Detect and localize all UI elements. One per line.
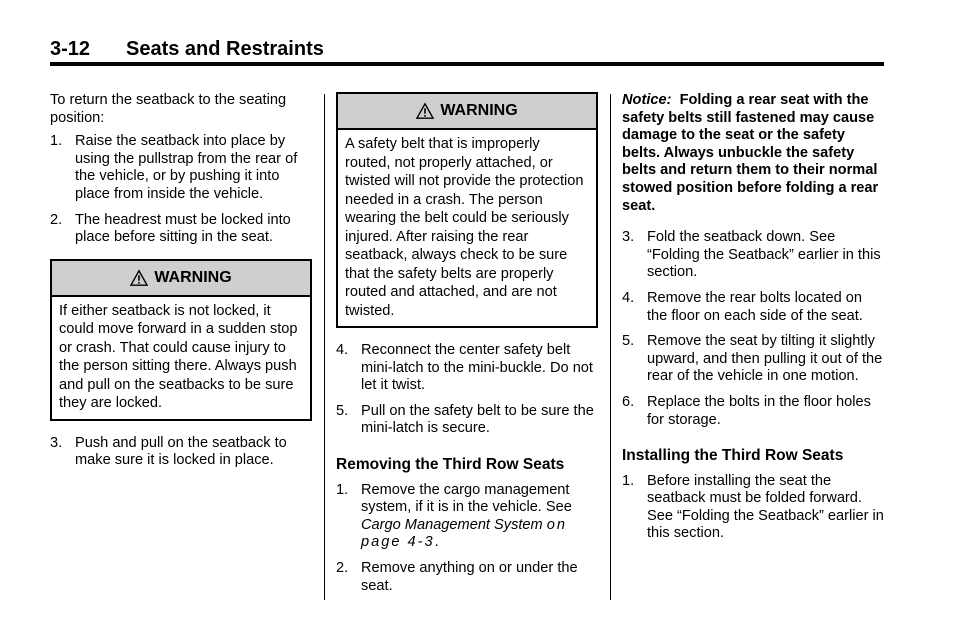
list-item: 2. Remove anything on or under the seat.: [336, 559, 578, 594]
list-item: 1. Remove the cargo management system, if it is in the vehicle. See Cargo Management System on page 4-3.: [336, 481, 572, 551]
warning-box: [50, 259, 312, 421]
warning-title: WARNING: [154, 268, 232, 286]
header-rule: [50, 62, 884, 66]
cross-reference-link[interactable]: Cargo Management System: [361, 516, 543, 533]
cross-reference-page[interactable]: on page 4-3: [361, 516, 567, 551]
list-item: 5. Pull on the safety belt to be sure the mini-latch is secure.: [336, 402, 594, 437]
warning-box: [336, 92, 598, 328]
steps-list: [50, 435, 312, 470]
list-item: 2. The headrest must be locked into place before sitting in the seat.: [50, 211, 291, 246]
section-heading: Removing the Third Row Seats: [336, 455, 565, 473]
warning-header: [338, 94, 596, 130]
list-item: 3. Fold the seatback down. See “Folding the Seatback” earlier in this section.: [622, 229, 881, 281]
list-item: 6. Replace the bolts in the floor holes for storage.: [622, 393, 871, 428]
list-item: 4. Remove the rear bolts located on the floor on each side of the seat.: [622, 289, 863, 324]
steps-list: [336, 482, 598, 596]
list-item: 5. Remove the seat by tilting it slightly upward, and then pulling it out of the rear of the vehicle in one motion.: [622, 333, 883, 385]
warning-triangle-icon: [130, 269, 148, 287]
warning-body: If either seatback is not locked, it could move forward in a sudden stop or crash. That could cause injury to the person sitting there. Always push and pull on the seatbacks to be sure they are locked.: [59, 302, 298, 412]
warning-header: [52, 261, 310, 297]
column-divider: [324, 94, 325, 600]
list-item: 1. Raise the seatback into place by using the pullstrap from the rear of the vehicle, or by pushing it into place from inside the vehicle.: [50, 133, 298, 202]
page-header: [50, 38, 884, 60]
notice-label: Notice:: [622, 92, 672, 108]
notice-text: Notice: Folding a rear seat with the safety belts still fastened may cause damage to the seat or the safety belts. Always unbuckle the safety belts and return them to their normal stowed position before folding a rear seat.: [622, 92, 879, 214]
list-item: 3. Push and pull on the seatback to make sure it is locked in place.: [50, 434, 287, 469]
steps-list: [622, 473, 884, 543]
warning-triangle-icon: [416, 102, 434, 120]
steps-list: [336, 342, 598, 438]
column-divider: [610, 94, 611, 600]
steps-list: [622, 229, 884, 429]
intro-text: To return the seatback to the seating position:: [50, 92, 287, 126]
column-1: [50, 92, 312, 478]
warning-title: WARNING: [440, 102, 518, 120]
column-3: [622, 92, 884, 551]
section-title: Seats and Restraints: [126, 38, 324, 60]
page-number: 3-12: [50, 38, 91, 60]
warning-body: A safety belt that is improperly routed, not properly attached, or twisted will not provide the protection needed in a crash. The person wearing the belt could be seriously injured. After raising the rear seatback, always check to be sure that the safety belts are properly routed and attached, and are not twisted.: [345, 136, 584, 319]
column-2: [336, 92, 598, 603]
section-heading: Installing the Third Row Seats: [622, 447, 844, 465]
list-item: 1. Before installing the seat the seatback must be folded forward. See “Folding the Seatback” earlier in this section.: [622, 472, 884, 542]
list-item: 4. Reconnect the center safety belt mini-latch to the mini-buckle. Do not let it twist.: [336, 342, 593, 394]
steps-list: [50, 133, 312, 247]
